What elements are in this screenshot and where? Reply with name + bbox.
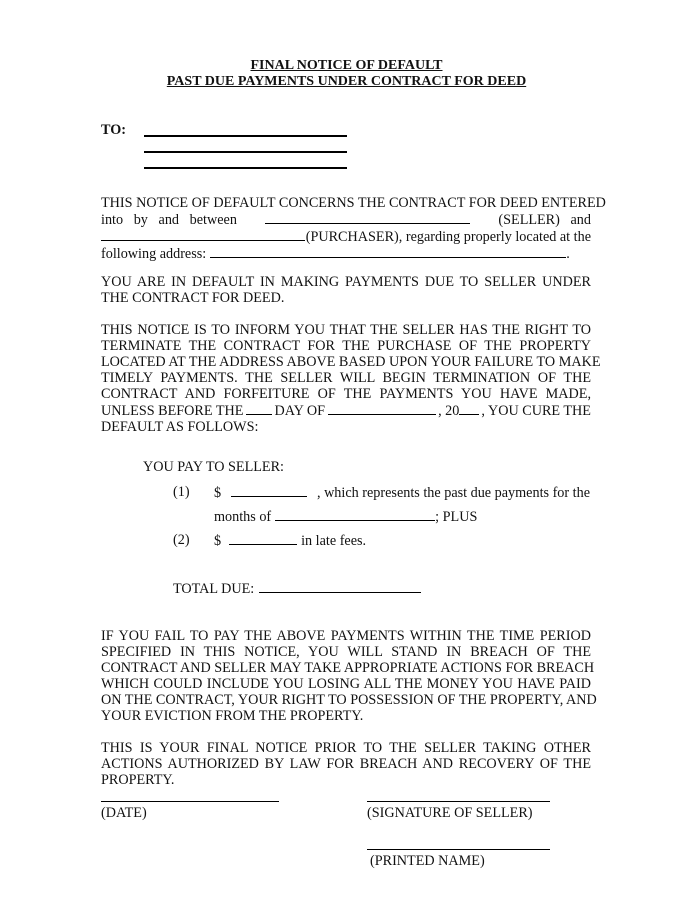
breach-line-1: IF YOU FAIL TO PAY THE ABOVE PAYMENTS WITHIN THE TIME PERIOD <box>101 628 591 644</box>
breach-paragraph <box>101 628 597 724</box>
seller-name-blank[interactable] <box>265 211 470 224</box>
document-title: FINAL NOTICE OF DEFAULT <box>250 58 443 73</box>
final-notice-line-1: THIS IS YOUR FINAL NOTICE PRIOR TO THE SELLER TAKING OTHER <box>101 740 591 756</box>
year-prefix-text: , 20 <box>438 403 460 419</box>
you-pay-heading: YOU PAY TO SELLER: <box>143 459 284 475</box>
parties-line-3 <box>101 228 591 245</box>
printed-name-label: (PRINTED NAME) <box>370 853 485 869</box>
total-due-blank[interactable] <box>259 580 421 593</box>
parties-paragraph <box>101 195 606 262</box>
termination-line-4: TIMELY PAYMENTS. THE SELLER WILL BEGIN TERMINATION OF THE <box>101 370 591 386</box>
purchaser-label: (PURCHASER), regarding properly located at the <box>305 229 591 245</box>
termination-line-1: THIS NOTICE IS TO INFORM YOU THAT THE SELLER HAS THE RIGHT TO <box>101 322 591 338</box>
item-1-description: , which represents the past due payments for the <box>316 485 590 501</box>
months-of-text: months of <box>214 509 272 525</box>
unless-before-text: UNLESS BEFORE THE <box>101 403 244 419</box>
item-2-number: (2) <box>173 532 190 548</box>
termination-line-2: TERMINATE THE CONTRACT FOR THE PURCHASE OF THE PROPERTY <box>101 338 591 354</box>
address-label: following address: <box>101 246 207 262</box>
seller-label: (SELLER) and <box>498 212 591 228</box>
parties-line-1: THIS NOTICE OF DEFAULT CONCERNS THE CONTRACT FOR DEED ENTERED <box>101 195 606 211</box>
termination-line-7: DEFAULT AS FOLLOWS: <box>101 419 259 435</box>
to-label: TO: <box>101 122 126 138</box>
parties-between-text: into by and between <box>101 212 237 228</box>
printed-name-line[interactable] <box>367 849 550 850</box>
to-line-2[interactable] <box>144 151 347 153</box>
late-fees-text: in late fees. <box>301 533 367 549</box>
total-due-line <box>173 580 421 597</box>
cure-day-blank[interactable] <box>246 402 272 415</box>
cure-month-blank[interactable] <box>328 402 436 415</box>
final-notice-line-2: ACTIONS AUTHORIZED BY LAW FOR BREACH AND RECOVERY OF THE <box>101 756 591 772</box>
day-of-text: DAY OF <box>274 403 326 419</box>
breach-line-2: SPECIFIED IN THIS NOTICE, YOU WILL STAND IN BREACH OF THE <box>101 644 591 660</box>
termination-line-3: LOCATED AT THE ADDRESS ABOVE BASED UPON YOUR FAILURE TO MAKE <box>101 354 601 370</box>
total-due-label: TOTAL DUE: <box>173 581 255 597</box>
late-fees-blank[interactable] <box>229 532 297 545</box>
breach-line-5: ON THE CONTRACT, YOUR RIGHT TO POSSESSION OF THE PROPERTY, AND <box>101 692 597 708</box>
final-notice-line-3: PROPERTY. <box>101 772 175 788</box>
final-notice-paragraph <box>101 740 591 788</box>
item-1-dollar: $ <box>214 485 222 501</box>
parties-line-2 <box>101 211 591 228</box>
item-1-months-line <box>214 508 477 525</box>
plus-text: ; PLUS <box>435 509 478 525</box>
cure-year-blank[interactable] <box>459 402 479 415</box>
address-blank[interactable] <box>210 245 566 258</box>
breach-line-3: CONTRACT AND SELLER MAY TAKE APPROPRIATE ACTIONS FOR BREACH <box>101 660 595 676</box>
item-1-line <box>214 484 590 501</box>
breach-line-6: YOUR EVICTION FROM THE PROPERTY. <box>101 708 364 724</box>
item-2-dollar: $ <box>214 533 222 549</box>
item-1-number: (1) <box>173 484 190 500</box>
default-statement: YOU ARE IN DEFAULT IN MAKING PAYMENTS DUE TO SELLER UNDER THE CONTRACT FOR DEED. <box>101 274 591 306</box>
document-subtitle: PAST DUE PAYMENTS UNDER CONTRACT FOR DEED <box>166 74 527 89</box>
past-due-amount-blank[interactable] <box>231 484 307 497</box>
months-blank[interactable] <box>275 508 435 521</box>
termination-line-6 <box>101 402 591 419</box>
you-cure-text: , YOU CURE THE <box>481 403 591 419</box>
date-line[interactable] <box>101 801 279 802</box>
signature-label: (SIGNATURE OF SELLER) <box>367 805 533 821</box>
termination-line-5: CONTRACT AND FORFEITURE OF THE PAYMENTS YOU HAVE MADE, <box>101 386 591 402</box>
item-2-line <box>214 532 366 549</box>
breach-line-4: WHICH COULD INCLUDE YOU LOSING ALL THE MONEY YOU HAVE PAID <box>101 676 591 692</box>
signature-line[interactable] <box>367 801 550 802</box>
purchaser-name-blank[interactable] <box>101 228 305 241</box>
termination-paragraph <box>101 322 601 435</box>
parties-line-4: following address: . <box>101 246 570 262</box>
to-line-1[interactable] <box>144 135 347 137</box>
date-label: (DATE) <box>101 805 147 821</box>
to-line-3[interactable] <box>144 167 347 169</box>
